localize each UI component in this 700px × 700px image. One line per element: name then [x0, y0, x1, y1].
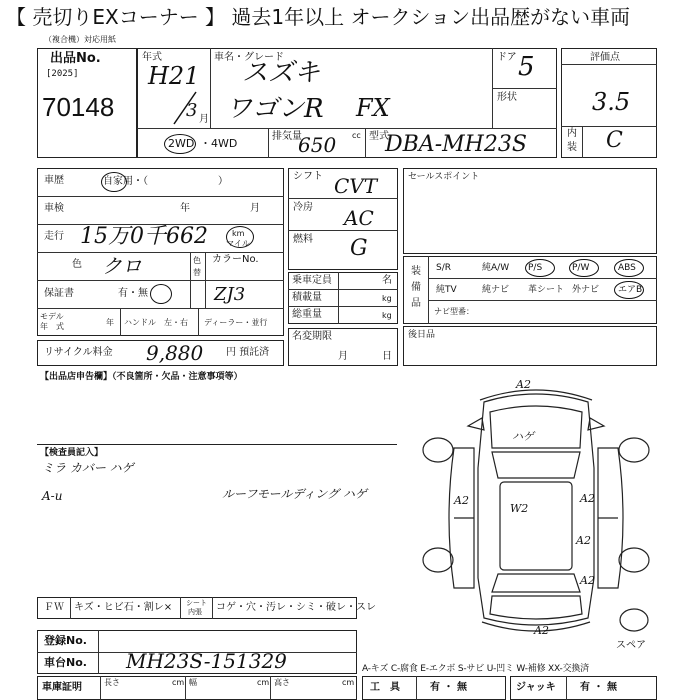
seat-label-2: 内張 — [188, 608, 202, 616]
sales-point-label: セールスポイント — [408, 172, 480, 182]
equip-row1-item: P/S — [528, 263, 543, 273]
seat-items: コゲ・穴・汚レ・シミ・破レ・スレ — [216, 602, 376, 613]
width-label: 幅 — [189, 678, 197, 687]
equip-row2-item: エアB — [618, 285, 643, 295]
recycle-label: リサイクル料金 — [44, 347, 113, 358]
equip-row1-item: 純A/W — [482, 263, 510, 273]
garage-cert-box — [37, 676, 357, 700]
color-value: クロ — [102, 254, 142, 278]
month-value: 3 — [186, 100, 198, 121]
chassis-value: MH23S-151329 — [126, 649, 287, 673]
month-unit: 月 — [199, 114, 209, 125]
diagram-mark-right-rear: A2 — [576, 534, 591, 547]
equip-pw-circle — [569, 259, 599, 277]
diagram-mark-left: A2 — [454, 494, 469, 507]
dealer-label: ディーラー・並行 — [204, 318, 268, 327]
type-label: 型式 — [369, 131, 389, 142]
tools-label: 工 具 — [370, 682, 400, 693]
jack-value: 有 ・ 無 — [580, 682, 617, 693]
diagram-mark-right-front: A2 — [580, 492, 595, 505]
lot-year-stamp: [2025] — [46, 69, 79, 79]
tools-value: 有 ・ 無 — [430, 682, 467, 693]
warranty-selected-circle — [150, 284, 172, 304]
inspection-label: 車検 — [44, 203, 64, 214]
mileage-unit-km: km — [232, 229, 245, 238]
load-label: 積載量 — [292, 292, 322, 303]
model-year-label-2: 年 式 — [40, 322, 64, 331]
length-unit: cm — [172, 678, 185, 687]
load-unit: kg — [382, 294, 392, 303]
equip-label-1: 装 — [411, 266, 421, 277]
equip-row1-item: ABS — [618, 263, 636, 273]
score-label: 評価点 — [590, 52, 620, 63]
inspector-label: 【検査員記入】 — [40, 448, 104, 458]
car-name-label: 車名・グレード — [214, 52, 284, 63]
displacement-unit: cc — [352, 131, 361, 140]
diagram-mark-hood: ハゲ — [512, 430, 534, 443]
inspector-note-1: ミラ カバー ハゲ — [42, 461, 134, 475]
later-items-label: 後日品 — [408, 330, 436, 340]
displacement-label: 排気量 — [272, 131, 302, 142]
capacity-label: 乗車定員 — [292, 275, 332, 286]
interior-label-2: 装 — [567, 142, 577, 153]
equip-row2-item: 革シート — [528, 285, 565, 295]
grade-value: FX — [356, 94, 390, 122]
drive-4wd: ・4WD — [200, 137, 238, 150]
lot-label: 出品No. — [50, 51, 101, 66]
equip-row1-item: S/R — [436, 263, 451, 273]
name-change-day: 日 — [382, 351, 392, 362]
equip-abs-circle — [614, 259, 644, 277]
history-value: 自家用・（ ） — [103, 176, 228, 187]
model-value: ワゴンR — [226, 94, 324, 124]
car-damage-diagram — [404, 378, 668, 648]
recycle-unit: 円 預託済 — [226, 347, 270, 358]
mileage-unit-mile: マイル — [226, 239, 250, 248]
capacity-unit: 名 — [382, 275, 392, 286]
equip-airbag-circle — [614, 281, 644, 299]
width-unit: cm — [257, 678, 270, 687]
reg-label: 登録No. — [44, 634, 87, 647]
doors-value: 5 — [518, 52, 535, 82]
history-label: 車歴 — [44, 175, 64, 186]
shift-value: CVT — [334, 174, 378, 198]
interior-value: C — [606, 128, 623, 153]
handle-label: ハンドル 左・右 — [124, 318, 188, 327]
displacement-value: 650 — [298, 133, 337, 157]
mileage-value: 15万0千662 — [80, 224, 208, 249]
model-year-label-1: モデル — [40, 312, 64, 321]
year-value: H21 — [148, 62, 200, 90]
color-change-1: 色 — [193, 256, 201, 265]
gross-unit: kg — [382, 311, 392, 320]
model-year-unit: 年 — [106, 318, 114, 327]
name-change-label: 名変期限 — [292, 331, 332, 342]
color-no-value: ZJ3 — [214, 284, 246, 305]
aircon-label: 冷房 — [293, 202, 313, 213]
diagram-mark-front: A2 — [516, 378, 531, 391]
fw-label: ＦＷ — [44, 602, 64, 613]
color-change-2: 替 — [193, 268, 201, 277]
equip-row1-item: P/W — [572, 263, 590, 273]
year-label: 年式 — [142, 52, 162, 63]
recycle-value: 9,880 — [146, 341, 204, 365]
jack-label: ジャッキ — [516, 682, 556, 693]
banner-title: 【 売切りEXコーナー 】 過去1年以上 オークション出品歴がない車両 — [6, 5, 631, 29]
damage-legend: A-キズ C-腐食 E-エクボ S-サビ U-凹ミ W-補修 XX-交換済 — [362, 664, 589, 674]
seat-label-1: シート — [186, 599, 207, 607]
equip-row2-item: 純TV — [436, 285, 457, 295]
gross-label: 総重量 — [292, 309, 322, 320]
warranty-value: 有・無 — [118, 288, 148, 299]
equip-row2-item: 純ナビ — [482, 285, 510, 295]
interior-label-1: 内 — [567, 128, 577, 139]
fuel-label: 燃料 — [293, 234, 313, 245]
shift-label: シフト — [293, 171, 323, 182]
aircon-value: AC — [344, 206, 374, 230]
diagram-mark-roof: W2 — [510, 502, 529, 515]
drive-2wd: 2WD — [168, 137, 195, 150]
diagram-mark-rear: A2 — [534, 624, 549, 637]
inspection-year-unit: 年 — [180, 203, 190, 214]
color-no-label: カラーNo. — [212, 254, 259, 265]
inspection-month-unit: 月 — [250, 203, 260, 214]
form-subtitle: （複合機）対応用紙 — [44, 35, 116, 44]
chassis-label: 車台No. — [44, 656, 87, 669]
warranty-label: 保証書 — [44, 288, 74, 299]
garage-cert-label: 車庫証明 — [42, 682, 82, 693]
length-label: 長さ — [104, 678, 120, 687]
diagram-mark-rear-quarter: A2 — [580, 574, 595, 587]
shape-label: 形状 — [497, 92, 517, 103]
height-unit: cm — [342, 678, 355, 687]
lot-number: 70148 — [42, 92, 115, 122]
score-value: 3.5 — [592, 88, 631, 116]
later-items-box — [403, 326, 657, 366]
equip-ps-circle — [525, 259, 555, 277]
inspector-note-2: A-u — [42, 489, 63, 503]
maker-value: スズキ — [242, 58, 321, 88]
fuel-value: G — [350, 236, 368, 261]
type-value: DBA-MH23S — [385, 132, 527, 157]
equip-row2-item: 外ナビ — [572, 285, 600, 295]
mileage-label: 走行 — [44, 231, 64, 242]
height-label: 高さ — [274, 678, 290, 687]
name-change-month: 月 — [338, 351, 348, 362]
fw-items: キズ・ヒビ石・割レ× — [74, 602, 173, 613]
inspector-note-3: ルーフモールディング ハゲ — [222, 487, 367, 501]
seller-note-label: 【出品店申告欄】（不良箇所・欠品・注意事項等） — [40, 372, 243, 382]
color-label: 色 — [72, 259, 82, 270]
navi-model-label: ナビ型番： — [434, 307, 474, 316]
spare-label: スペア — [616, 640, 646, 651]
equip-label-2: 備 — [411, 282, 421, 293]
equip-label-3: 品 — [411, 298, 421, 309]
doors-label: ドア — [497, 52, 517, 63]
